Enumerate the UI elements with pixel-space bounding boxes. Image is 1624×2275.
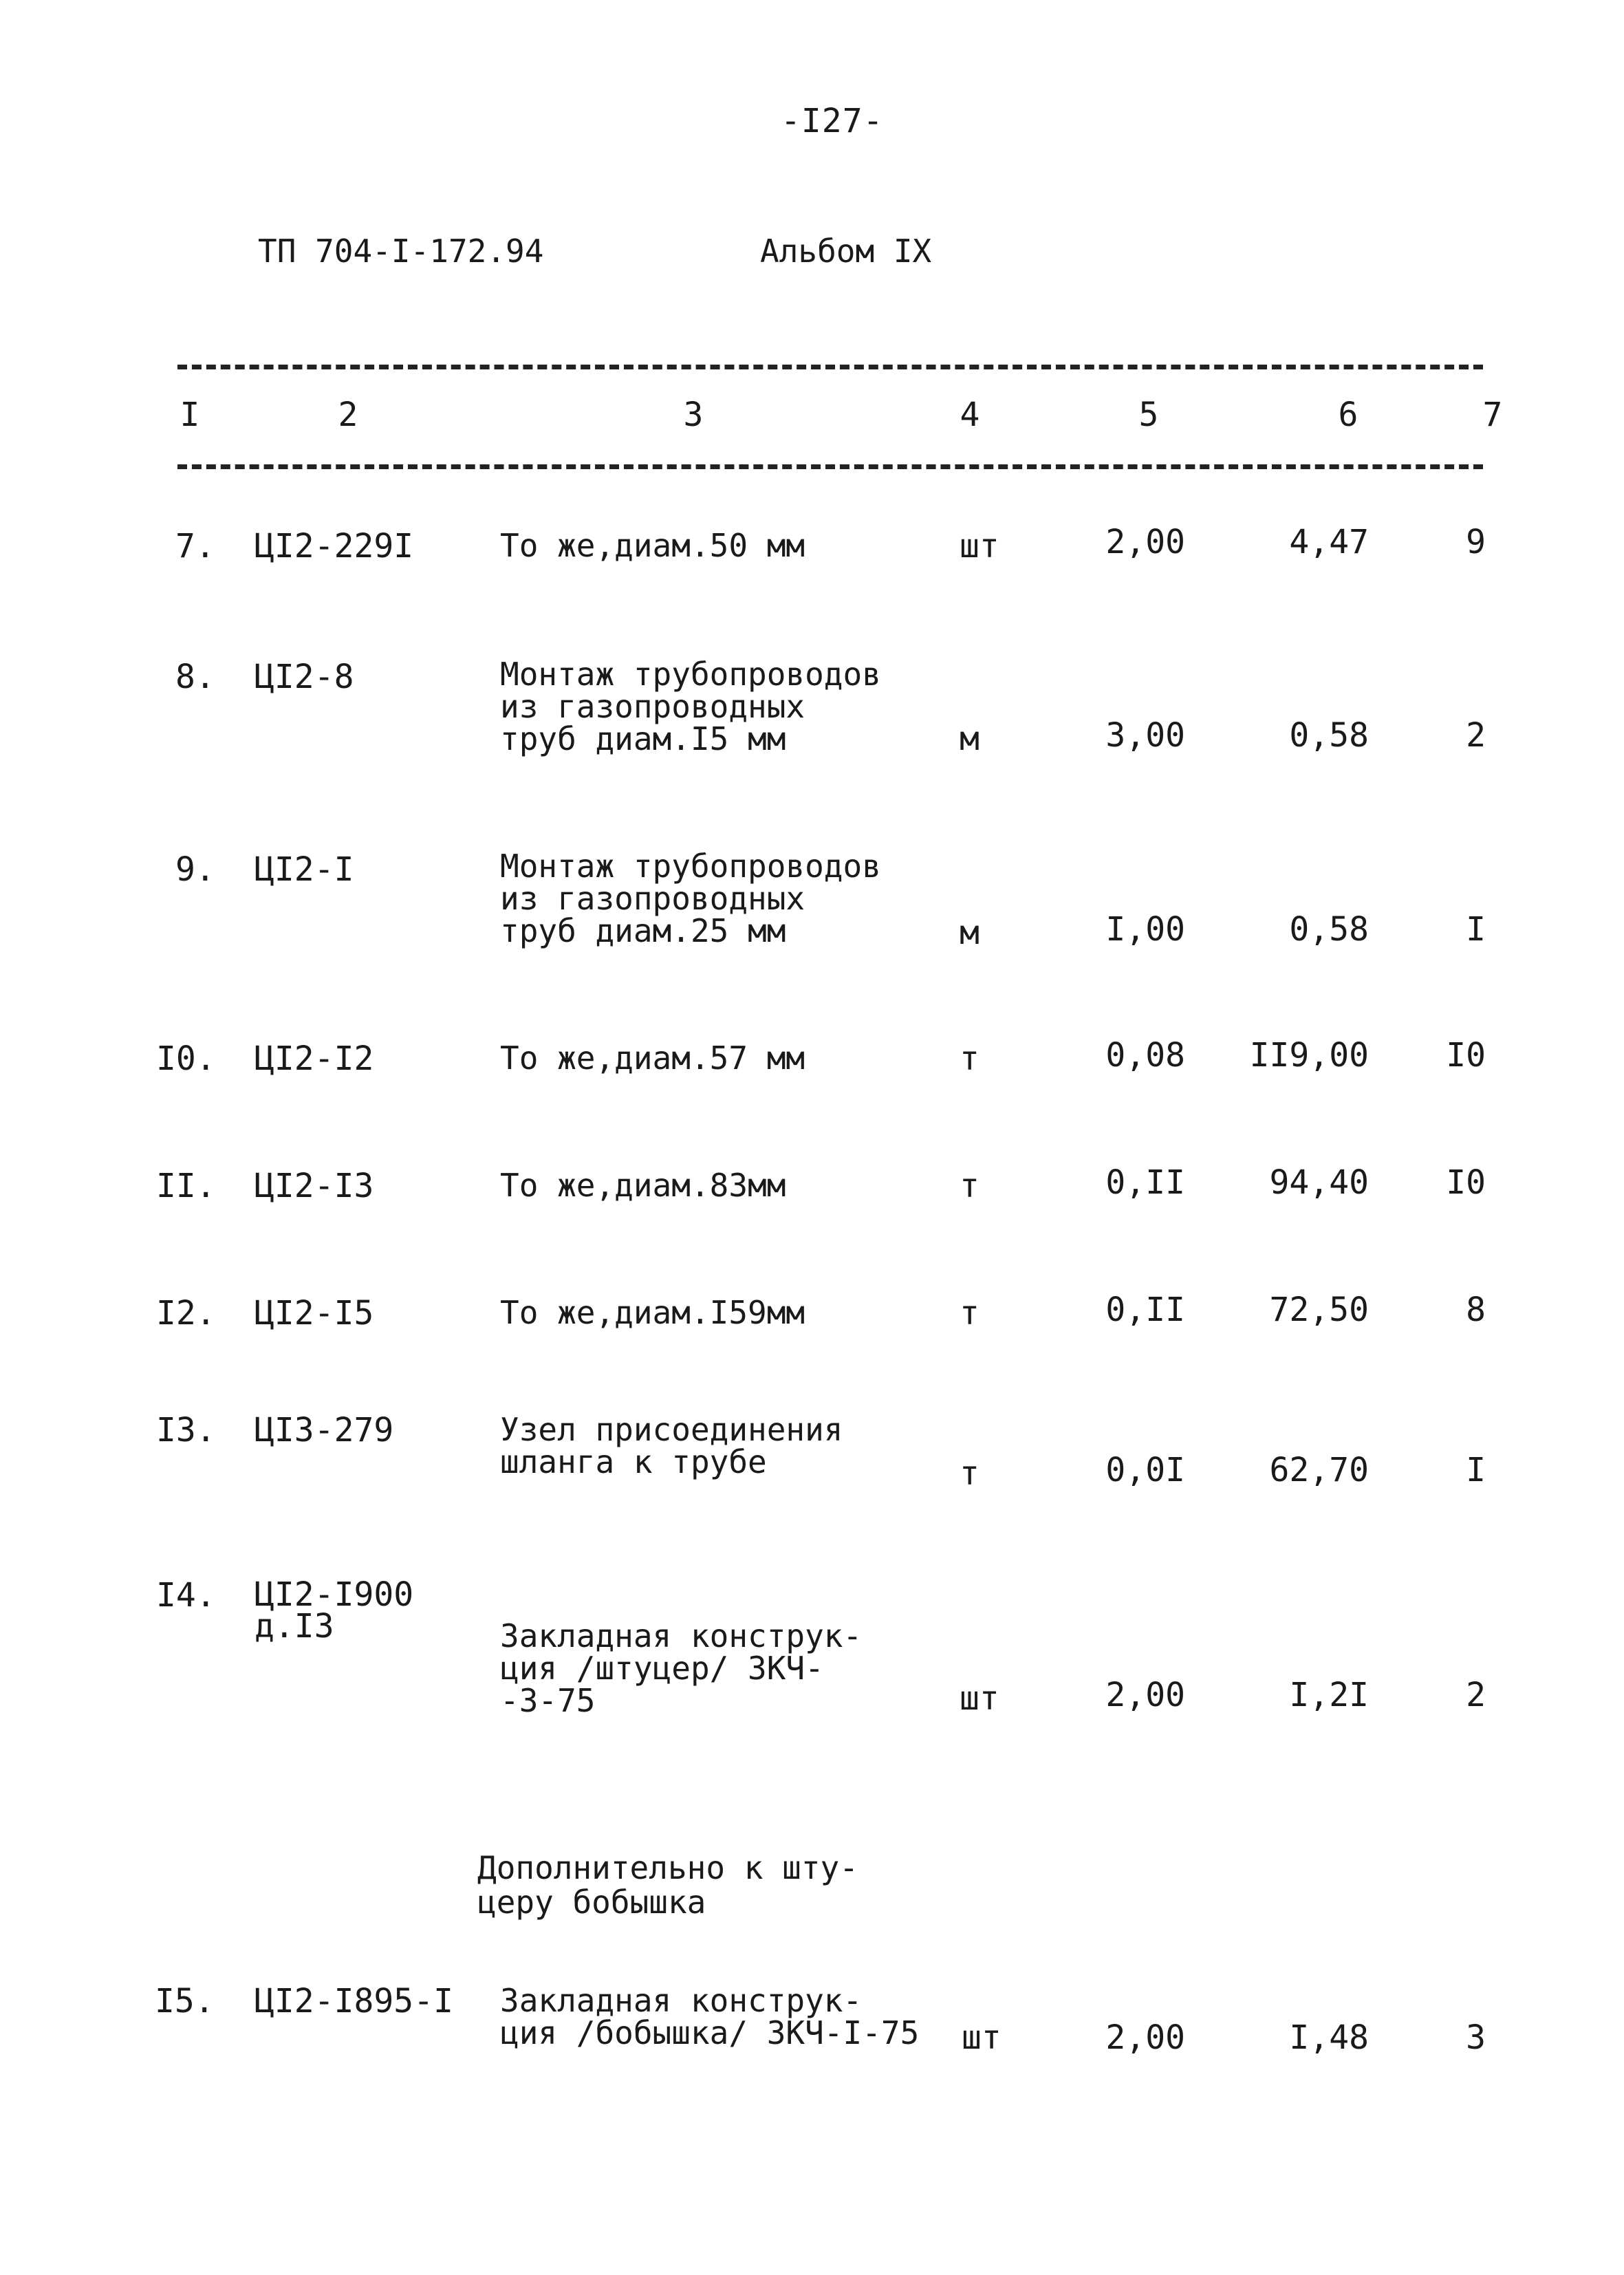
row-unit: шт	[962, 2018, 1002, 2057]
row-unit: т	[960, 1454, 979, 1493]
row-number: 8.	[175, 658, 215, 696]
row-quantity: 2,00	[1105, 2018, 1185, 2057]
row-description	[500, 1294, 805, 1331]
row-description-line: Монтаж трубопроводов	[500, 656, 881, 693]
row-price: 0,58	[1289, 716, 1369, 755]
row-description	[500, 1982, 920, 2051]
row-code: ЦI2-8	[255, 658, 354, 696]
row-description	[500, 527, 805, 564]
row-col7: I	[1466, 910, 1486, 949]
column-header-4: 4	[960, 396, 980, 434]
row-code: ЦI3-279	[255, 1411, 394, 1449]
row-description	[500, 850, 881, 947]
row-code: ЦI2-I2	[255, 1039, 374, 1078]
row-code	[255, 1575, 414, 1646]
row-price: 72,50	[1269, 1291, 1369, 1329]
row-col7: I	[1466, 1451, 1486, 1489]
row-quantity: 0,II	[1105, 1163, 1185, 1202]
table-header-rule	[177, 464, 1483, 469]
row-col7: 2	[1466, 716, 1486, 755]
column-header-2: 2	[338, 396, 358, 434]
row-number: I5.	[155, 1982, 215, 2020]
row-description-line: шланга к трубе	[500, 1443, 767, 1480]
row-quantity: 2,00	[1105, 523, 1185, 561]
row-unit: шт	[960, 527, 999, 565]
row-description	[500, 1169, 786, 1202]
row-col7: 3	[1466, 2018, 1486, 2057]
row-description	[500, 1039, 805, 1077]
row-description	[500, 1411, 843, 1480]
row-description-line: То же,диам.I59мм	[500, 1294, 805, 1331]
row-quantity: 2,00	[1105, 1676, 1185, 1714]
row-description-line: из газопроводных	[500, 880, 805, 917]
row-price: I,2I	[1289, 1676, 1369, 1714]
album-label: Альбом IX	[760, 233, 932, 270]
column-header-3: 3	[683, 396, 704, 434]
row-number: I3.	[156, 1411, 216, 1449]
row-code: ЦI2-I895-I	[255, 1982, 453, 2020]
row-number: I2.	[156, 1294, 216, 1333]
table-top-rule	[177, 365, 1483, 369]
row-quantity: 0,II	[1105, 1291, 1185, 1329]
row-description-line: Закладная конструк-	[500, 1617, 863, 1654]
row-number: II.	[156, 1167, 216, 1205]
row-quantity: 0,08	[1105, 1036, 1185, 1075]
row-unit: т	[960, 1167, 979, 1205]
row-description-line: из газопроводных	[500, 688, 805, 725]
row-description-line: труб диам.I5 мм	[500, 720, 786, 757]
row-description-line: -3-75	[500, 1682, 596, 1719]
row-number: I0.	[156, 1039, 216, 1078]
row-description-line: ция /штуцер/ ЗКЧ-	[500, 1650, 824, 1687]
row-description-line: То же,диам.57 мм	[500, 1039, 805, 1077]
note-line: церу бобышка	[477, 1884, 706, 1921]
row-code: ЦI2-I5	[255, 1294, 374, 1333]
row-description-line: ция /бобышка/ ЗКЧ-I-75	[500, 2014, 920, 2051]
row-unit: т	[960, 1039, 979, 1078]
row-price: 4,47	[1289, 523, 1369, 561]
row-code: ЦI2-I3	[255, 1167, 374, 1205]
row-price: I,48	[1289, 2018, 1369, 2057]
row-col7: I0	[1446, 1163, 1486, 1202]
column-header-6: 6	[1338, 396, 1358, 434]
row-code: ЦI2-I	[255, 850, 354, 889]
row-price: 0,58	[1289, 910, 1369, 949]
row-description-line: труб диам.25 мм	[500, 912, 786, 949]
note-line: Дополнительно к шту-	[477, 1849, 858, 1886]
row-quantity: 3,00	[1105, 716, 1185, 755]
row-col7: I0	[1446, 1036, 1486, 1075]
row-number: 7.	[175, 527, 215, 565]
row-code: ЦI2-229I	[255, 527, 414, 565]
row-col7: 9	[1466, 523, 1486, 561]
row-quantity: 0,0I	[1105, 1451, 1185, 1489]
row-unit: т	[960, 1294, 979, 1333]
row-description-line: Узел присоединения	[500, 1411, 843, 1448]
column-header-5: 5	[1138, 396, 1159, 434]
row-description-line: То же,диам.50 мм	[500, 527, 805, 564]
row-description-line: То же,диам.83мм	[500, 1167, 786, 1204]
additional-note	[477, 1851, 858, 1919]
row-description	[500, 1617, 863, 1719]
row-price: II9,00	[1249, 1036, 1369, 1075]
row-unit: м	[960, 720, 979, 758]
row-col7: 2	[1466, 1676, 1486, 1714]
row-code-line: ЦI2-I900	[255, 1575, 414, 1614]
row-code-line: д.I3	[255, 1607, 334, 1646]
row-col7: 8	[1466, 1291, 1486, 1329]
row-quantity: I,00	[1105, 910, 1185, 949]
column-header-1: I	[180, 396, 200, 434]
row-unit: шт	[960, 1679, 999, 1718]
row-description-line: Закладная конструк-	[500, 1982, 863, 2019]
row-number: 9.	[175, 850, 215, 889]
row-price: 62,70	[1269, 1451, 1369, 1489]
row-price: 94,40	[1269, 1163, 1369, 1202]
row-number: I4.	[156, 1576, 216, 1615]
document-code: ТП 704-I-172.94	[258, 233, 544, 270]
column-header-7: 7	[1482, 396, 1503, 434]
page-number: -I27-	[781, 102, 884, 140]
row-unit: м	[960, 914, 979, 952]
row-description	[500, 658, 881, 755]
row-description-line: Монтаж трубопроводов	[500, 848, 881, 885]
